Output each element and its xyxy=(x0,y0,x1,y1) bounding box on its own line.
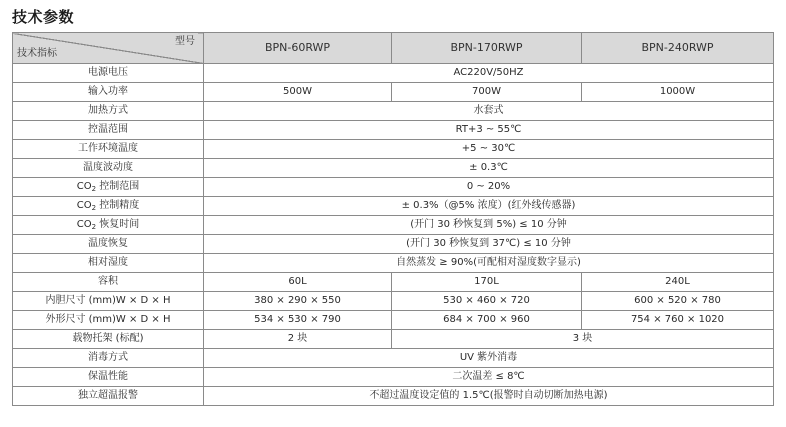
row-value: 水套式 xyxy=(204,102,774,121)
table-row xyxy=(13,292,774,311)
row-value: UV 紫外消毒 xyxy=(204,349,774,368)
table-row xyxy=(13,330,774,349)
table-row xyxy=(13,140,774,159)
table-row xyxy=(13,159,774,178)
row-value: ± 0.3%（@5% 浓度）(红外线传感器) xyxy=(204,197,774,216)
row-value: (开门 30 秒恢复到 37℃) ≤ 10 分钟 xyxy=(204,235,774,254)
row-value: 60L xyxy=(204,273,392,292)
row-value: 380 × 290 × 550 xyxy=(204,292,392,311)
row-value: 2 块 xyxy=(204,330,392,349)
row-value: RT+3 ~ 55℃ xyxy=(204,121,774,140)
table-row xyxy=(13,83,774,102)
row-label: 温度波动度 xyxy=(13,159,204,178)
co2-subscript: 2 xyxy=(91,185,97,193)
header-spec-label: 技术指标 xyxy=(17,48,57,59)
row-label-co2 xyxy=(13,197,204,216)
table-row xyxy=(13,235,774,254)
row-value: 500W xyxy=(204,83,392,102)
table-row xyxy=(13,387,774,406)
row-label: 电源电压 xyxy=(13,64,204,83)
row-value: 0 ~ 20% xyxy=(204,178,774,197)
row-value: 170L xyxy=(392,273,582,292)
header-model-label: 型号 xyxy=(175,36,195,47)
table-row xyxy=(13,311,774,330)
co2-suffix: 恢复时间 xyxy=(96,219,140,230)
table-row xyxy=(13,216,774,235)
row-label: 相对湿度 xyxy=(13,254,204,273)
co2-prefix: CO xyxy=(76,200,92,211)
row-value: 754 × 760 × 1020 xyxy=(582,311,774,330)
header-model-1: BPN-60RWP xyxy=(204,33,392,64)
co2-suffix: 控制精度 xyxy=(96,200,140,211)
row-value: ± 0.3℃ xyxy=(204,159,774,178)
row-label-co2 xyxy=(13,178,204,197)
row-label: 温度恢复 xyxy=(13,235,204,254)
row-label: 载物托架 (标配) xyxy=(13,330,204,349)
co2-prefix: CO xyxy=(76,181,92,192)
row-value: +5 ~ 30℃ xyxy=(204,140,774,159)
header-corner-cell xyxy=(13,33,204,64)
row-value: 二次温差 ≤ 8℃ xyxy=(204,368,774,387)
row-value: 600 × 520 × 780 xyxy=(582,292,774,311)
row-value: 不超过温度设定值的 1.5℃(报警时自动切断加热电源) xyxy=(204,387,774,406)
row-label: 工作环境温度 xyxy=(13,140,204,159)
co2-subscript: 2 xyxy=(91,204,97,212)
header-model-3: BPN-240RWP xyxy=(582,33,774,64)
header-model-2: BPN-170RWP xyxy=(392,33,582,64)
row-label: 容积 xyxy=(13,273,204,292)
table-row xyxy=(13,368,774,387)
row-value: 534 × 530 × 790 xyxy=(204,311,392,330)
row-label: 控温范围 xyxy=(13,121,204,140)
co2-prefix: CO xyxy=(76,219,92,230)
row-value: 240L xyxy=(582,273,774,292)
co2-subscript: 2 xyxy=(91,223,97,231)
row-label-co2 xyxy=(13,216,204,235)
row-value: 530 × 460 × 720 xyxy=(392,292,582,311)
table-row xyxy=(13,178,774,197)
header-row xyxy=(13,33,774,64)
table-row xyxy=(13,121,774,140)
row-label: 内胆尺寸 (mm)W × D × H xyxy=(13,292,204,311)
row-label: 独立超温报警 xyxy=(13,387,204,406)
co2-suffix: 控制范围 xyxy=(96,181,140,192)
table-row xyxy=(13,64,774,83)
row-label: 保温性能 xyxy=(13,368,204,387)
table-row xyxy=(13,273,774,292)
row-value: AC220V/50HZ xyxy=(204,64,774,83)
row-value: 700W xyxy=(392,83,582,102)
row-label: 输入功率 xyxy=(13,83,204,102)
row-value: (开门 30 秒恢复到 5%) ≤ 10 分钟 xyxy=(204,216,774,235)
row-value: 1000W xyxy=(582,83,774,102)
page-title: 技术参数 xyxy=(12,8,75,26)
spec-table xyxy=(12,32,774,406)
table-row xyxy=(13,254,774,273)
row-value: 684 × 700 × 960 xyxy=(392,311,582,330)
table-row xyxy=(13,197,774,216)
table-row xyxy=(13,349,774,368)
row-label: 外形尺寸 (mm)W × D × H xyxy=(13,311,204,330)
table-row xyxy=(13,102,774,121)
row-label: 消毒方式 xyxy=(13,349,204,368)
row-value: 3 块 xyxy=(392,330,774,349)
row-label: 加热方式 xyxy=(13,102,204,121)
row-value: 自然蒸发 ≥ 90%(可配相对湿度数字显示) xyxy=(204,254,774,273)
